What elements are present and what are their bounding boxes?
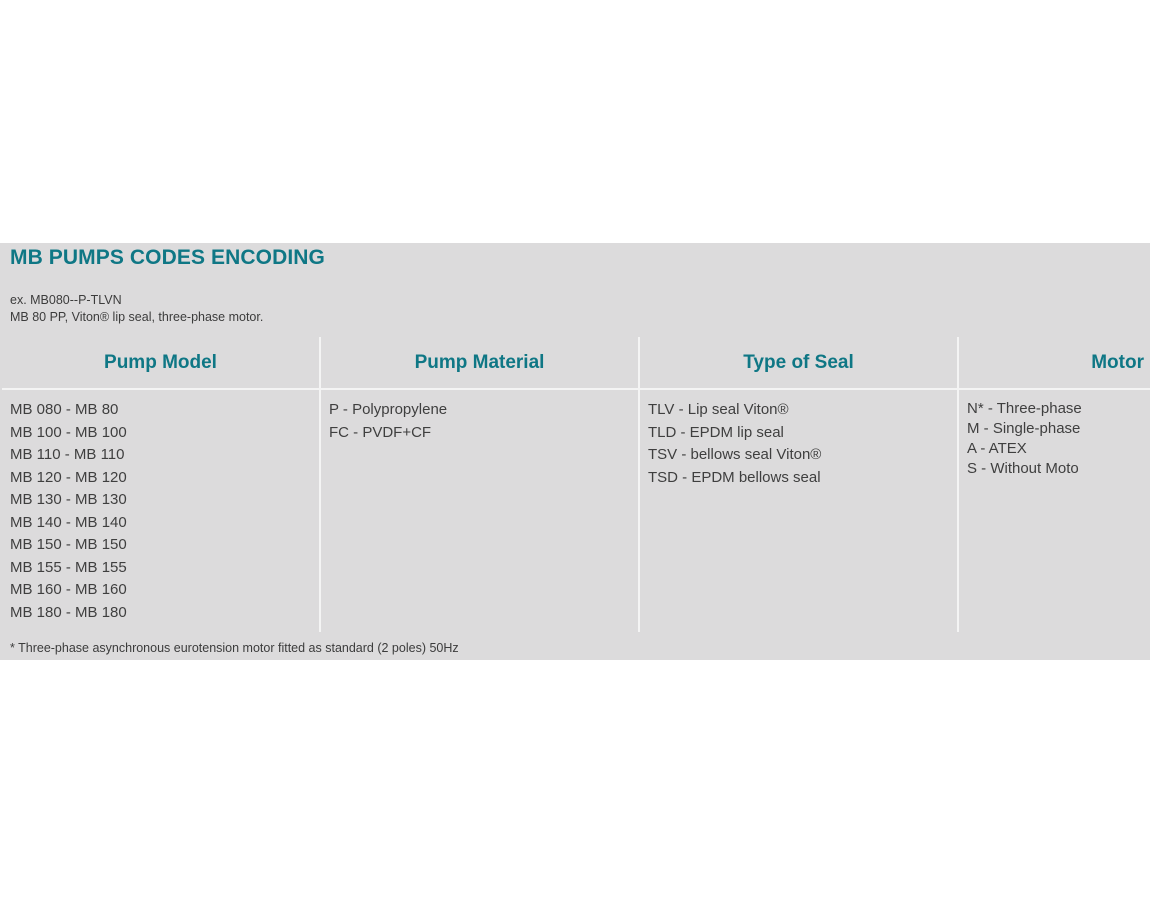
panel-title: MB PUMPS CODES ENCODING: [10, 246, 325, 269]
list-item: TSD - EPDM bellows seal: [648, 468, 821, 486]
list-item: S - Without Moto: [967, 460, 1079, 477]
list-item: N* - Three-phase: [967, 400, 1082, 417]
list-item: MB 100 - MB 100: [10, 423, 127, 441]
codes-encoding-panel: [0, 243, 1150, 660]
example-block: [10, 292, 263, 326]
column-pump-material: [321, 337, 638, 632]
list-item: MB 120 - MB 120: [10, 468, 127, 486]
column-heading: Pump Material: [414, 351, 545, 373]
list-item: P - Polypropylene: [329, 401, 448, 418]
motor-list: [967, 399, 1082, 479]
pump-model-list: [10, 399, 127, 624]
list-item: MB 130 - MB 130: [10, 491, 127, 508]
list-item: TSV - bellows seal Viton®: [648, 446, 822, 463]
list-item: MB 110 - MB 110: [10, 446, 125, 463]
column-type-of-seal: [640, 337, 957, 632]
list-item: FC - PVDF+CF: [329, 423, 432, 441]
list-item: TLV - Lip seal Viton®: [648, 401, 789, 418]
list-item: MB 155 - MB 155: [10, 558, 127, 576]
column-heading: Motor: [1091, 351, 1144, 373]
column-heading: Type of Seal: [743, 351, 854, 373]
column-heading: Pump Model: [104, 351, 217, 373]
list-item: A - ATEX: [967, 440, 1027, 457]
codes-table: [2, 337, 1150, 632]
list-item: M - Single-phase: [967, 420, 1081, 437]
footnote: * Three-phase asynchronous eurotension motor fitted as standard (2 poles) 50Hz: [10, 641, 459, 655]
list-item: MB 140 - MB 140: [10, 513, 127, 531]
pump-material-list: [329, 399, 447, 444]
seal-type-list: [648, 399, 821, 489]
column-motor: [959, 337, 1150, 632]
column-pump-model: [2, 337, 319, 632]
example-code: ex. MB080--P-TLVN: [10, 293, 122, 307]
list-item: TLD - EPDM lip seal: [648, 423, 784, 441]
list-item: MB 180 - MB 180: [10, 603, 127, 621]
list-item: MB 080 - MB 80: [10, 401, 119, 418]
list-item: MB 150 - MB 150: [10, 536, 127, 553]
example-description: MB 80 PP, Viton® lip seal, three-phase motor.: [10, 310, 264, 324]
list-item: MB 160 - MB 160: [10, 581, 127, 598]
